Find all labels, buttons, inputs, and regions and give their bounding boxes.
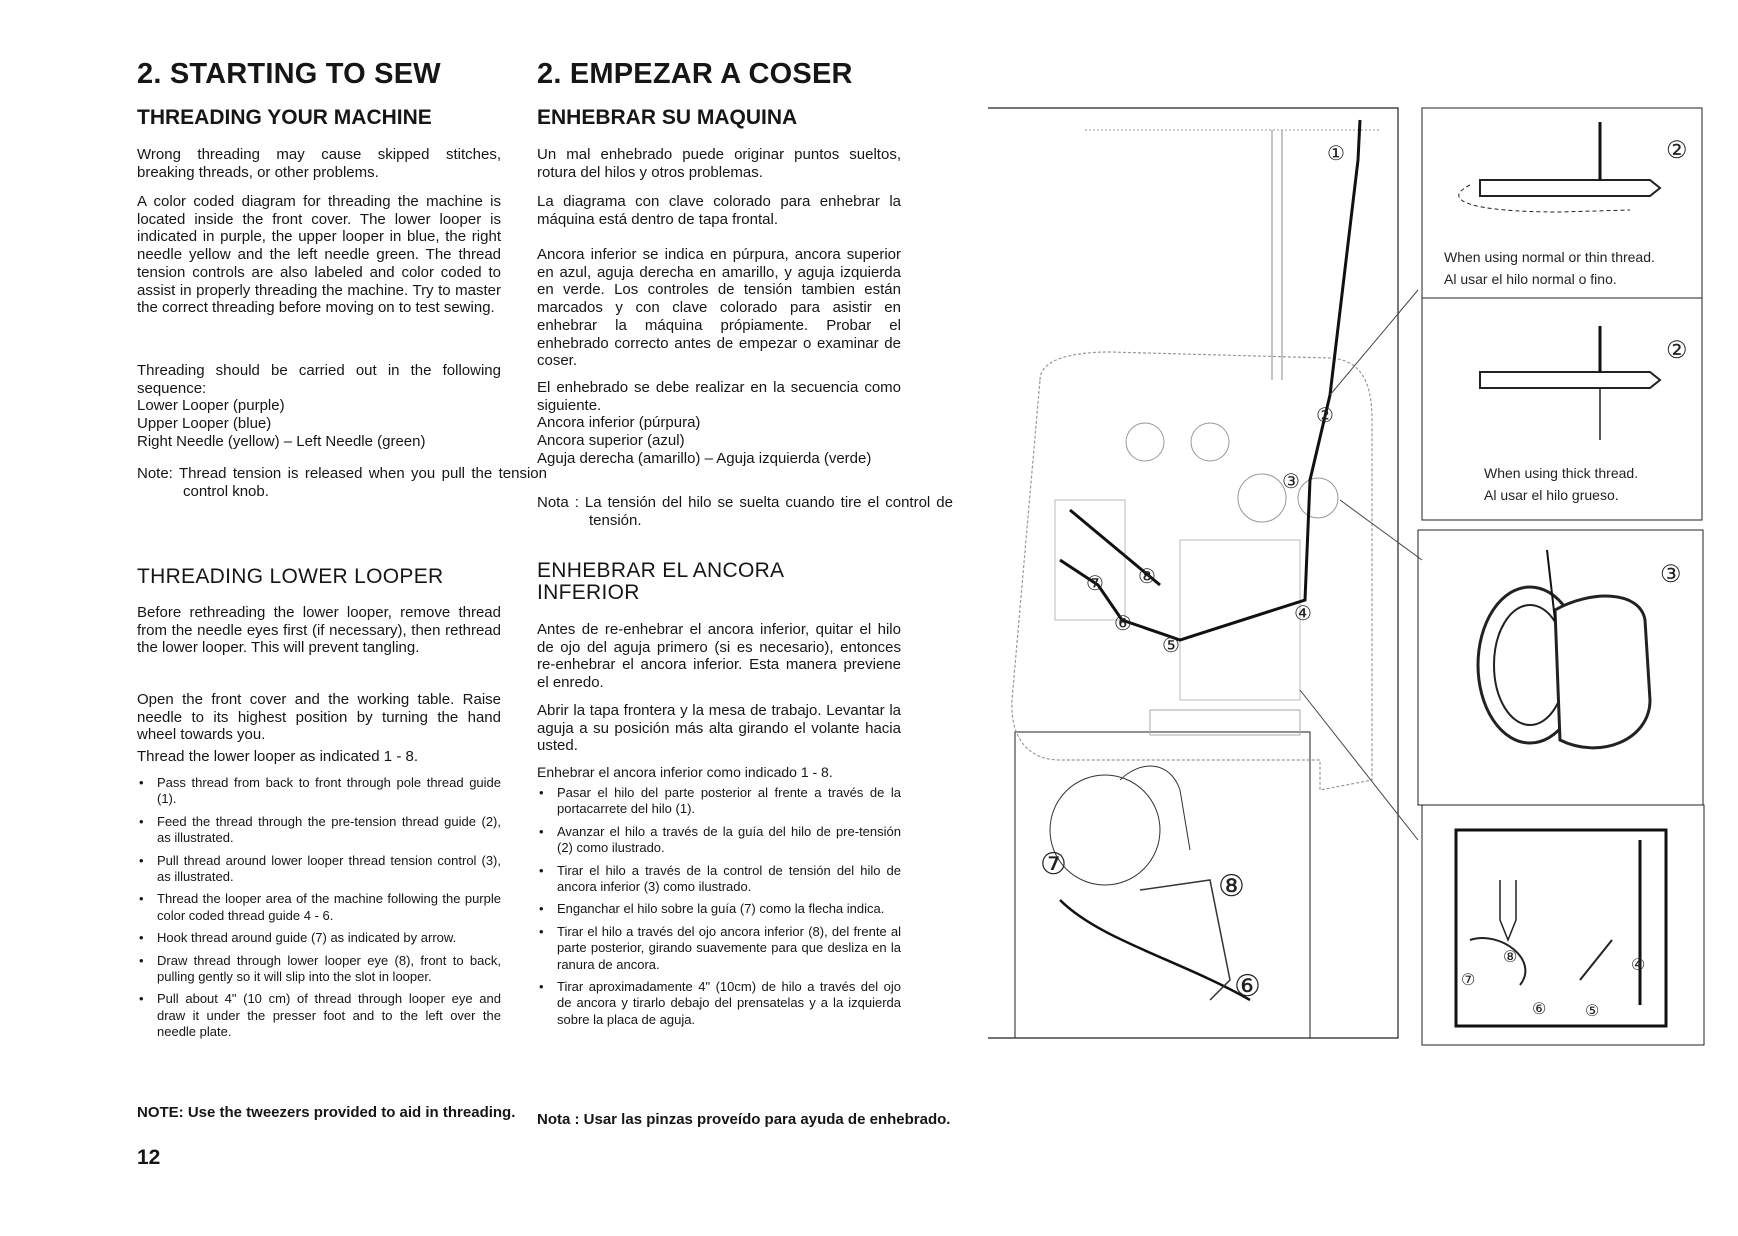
section-title: 2. EMPEZAR A COSER xyxy=(537,58,853,90)
sequence-item: Upper Looper (blue) xyxy=(137,415,272,433)
list-item: • Avanzar el hilo a través de la guía del hilo de pre-tensión (2) como ilustrado. xyxy=(537,824,901,857)
thick-thread-caption: When using thick thread. xyxy=(1484,465,1639,481)
color-code-paragraph-2: Ancora inferior se indica en púrpura, ancora superior en azul, aguja derecha en amarillo, y aguja izquierda en verde. Los controles de tensión tambien están marcados y con clave colorado para asistir en enhebrar la máquina própiamente. Probar el enhebrado correcto antes de empezar o examinar de coser. xyxy=(537,246,901,370)
step-markers xyxy=(1040,143,1345,1003)
lower-paragraph-1: Before rethreading the lower looper, remove thread from the needle eyes first (if necessary), then rethread the lower looper. This will prevent tangling. xyxy=(137,604,501,657)
machine-diagram xyxy=(988,108,1422,1038)
page-number: 12 xyxy=(137,1146,161,1169)
marker-5-looper: ⑤ xyxy=(1585,1003,1600,1020)
marker-2: ② xyxy=(1316,405,1334,427)
marker-2-normal: ② xyxy=(1666,137,1688,164)
threading-subtitle: THREADING YOUR MACHINE xyxy=(137,106,432,129)
marker-7: ⑦ xyxy=(1086,573,1104,595)
marker-8-large: ⑧ xyxy=(1218,870,1245,903)
sequence-intro: El enhebrado se debe realizar en la secuencia como siguiente. xyxy=(537,379,901,414)
normal-thread-panel xyxy=(1422,108,1702,298)
tension-note: Nota : La tensión del hilo se suelta cuando tire el control de tensión. xyxy=(537,494,953,529)
marker-2-thick: ② xyxy=(1666,337,1688,364)
normal-thread-caption-es: Al usar el hilo normal o fino. xyxy=(1444,271,1617,287)
looper-panel xyxy=(1422,805,1704,1045)
tweezers-note: Nota : Usar las pinzas proveído para ayuda de enhebrado. xyxy=(537,1111,951,1128)
sequence-item: Right Needle (yellow) – Left Needle (green) xyxy=(137,432,426,450)
marker-4: ④ xyxy=(1294,603,1312,625)
threading-subtitle: ENHEBRAR SU MAQUINA xyxy=(537,106,798,129)
marker-6-large: ⑥ xyxy=(1234,970,1261,1003)
lower-paragraph-2: Open the front cover and the working table. Raise needle to its highest position by turning the hand wheel towards you. xyxy=(137,691,501,744)
marker-6: ⑥ xyxy=(1114,613,1132,635)
lower-looper-title: THREADING LOWER LOOPER xyxy=(137,565,444,588)
list-item: • Enganchar el hilo sobre la guía (7) como la flecha indica. xyxy=(537,901,901,917)
list-item: • Tirar aproximadamente 4" (10cm) de hilo a través del ojo de ancora y tirarlo debajo del prensatelas y a la izquierda sobre la placa de aguja. xyxy=(537,979,901,1028)
list-item: • Pull about 4" (10 cm) of thread through looper eye and draw it under the presser foot and to the left over the needle plate. xyxy=(137,991,501,1040)
list-item: • Tirar el hilo a través del ojo ancora inferior (8), del frente al parte posterior, girando suavemente para que desliza en la ranura de ancora. xyxy=(537,924,901,973)
normal-thread-caption: When using normal or thin thread. xyxy=(1444,249,1655,265)
list-item: • Hook thread around guide (7) as indicated by arrow. xyxy=(137,930,501,946)
lower-looper-title: ENHEBRAR EL ANCORA INFERIOR xyxy=(537,559,784,604)
marker-8: ⑧ xyxy=(1138,566,1156,588)
tension-note: Note: Thread tension is released when you pull the tension control knob. xyxy=(137,465,547,500)
intro-paragraph: Un mal enhebrado puede originar puntos sueltos, rotura del hilos y otros problemas. xyxy=(537,146,901,181)
intro-paragraph: Wrong threading may cause skipped stitches, breaking threads, or other problems. xyxy=(137,146,501,181)
lower-paragraph-3: Enhebrar el ancora inferior como indicado 1 - 8. xyxy=(537,764,833,780)
thick-thread-caption-es: Al usar el hilo grueso. xyxy=(1484,487,1619,503)
list-item: • Pasar el hilo del parte posterior al frente a través de la portacarrete del hilo (1). xyxy=(537,785,901,818)
list-item: • Thread the looper area of the machine following the purple color coded thread guide 4 - 6. xyxy=(137,891,501,924)
sequence-item: Ancora superior (azul) xyxy=(537,432,685,450)
marker-7-large: ⑦ xyxy=(1040,848,1067,881)
tension-dial-panel xyxy=(1418,530,1703,805)
marker-3-dial: ③ xyxy=(1660,561,1682,588)
lower-paragraph-3: Thread the lower looper as indicated 1 - 8. xyxy=(137,748,418,765)
sequence-item: Lower Looper (purple) xyxy=(137,397,285,415)
marker-1: ① xyxy=(1327,143,1345,165)
marker-4-looper: ④ xyxy=(1631,957,1646,974)
marker-3: ③ xyxy=(1282,471,1300,493)
lower-paragraph-1: Antes de re-enhebrar el ancora inferior, quitar el hilo de ojo del aguja primero (si es necesario), entonces re-enhebrar el ancora inferior. Esta manera previene el enredo. xyxy=(537,621,901,692)
list-item: • Pull thread around lower looper thread tension control (3), as illustrated. xyxy=(137,853,501,886)
list-item: • Draw thread through lower looper eye (8), front to back, pulling gently so it will slip into the slot in looper. xyxy=(137,953,501,986)
list-item: • Pass thread from back to front through pole thread guide (1). xyxy=(137,775,501,808)
sequence-intro: Threading should be carried out in the following sequence: xyxy=(137,362,501,397)
list-item: • Feed the thread through the pre-tension thread guide (2), as illustrated. xyxy=(137,814,501,847)
section-title: 2. STARTING TO SEW xyxy=(137,58,441,90)
color-code-paragraph: La diagrama con clave colorado para enhebrar la máquina está dentro de tapa frontal. xyxy=(537,193,901,228)
lower-paragraph-2: Abrir la tapa frontera y la mesa de trabajo. Levantar la aguja a su posición más alta girando el volante hacia usted. xyxy=(537,702,901,755)
list-item: • Tirar el hilo a través de la control de tensión del hilo de ancora inferior (3) como ilustrado. xyxy=(537,863,901,896)
marker-8-looper: ⑧ xyxy=(1503,949,1518,966)
marker-7-looper: ⑦ xyxy=(1461,972,1476,989)
sequence-item: Ancora inferior (púrpura) xyxy=(537,414,701,432)
sequence-item: Aguja derecha (amarillo) – Aguja izquierda (verde) xyxy=(537,449,872,467)
thick-thread-panel xyxy=(1422,298,1702,520)
color-code-paragraph: A color coded diagram for threading the machine is located inside the front cover. The lower looper is indicated in purple, the upper looper in blue, the right needle yellow and the left needle green. The thread tension controls are also labeled and color coded to assist in properly threading the machine. Try to master the correct threading before moving on to test sewing. xyxy=(137,193,501,317)
tweezers-note: NOTE: Use the tweezers provided to aid in threading. xyxy=(137,1104,516,1121)
marker-6-looper: ⑥ xyxy=(1532,1001,1547,1018)
marker-5: ⑤ xyxy=(1162,635,1180,657)
